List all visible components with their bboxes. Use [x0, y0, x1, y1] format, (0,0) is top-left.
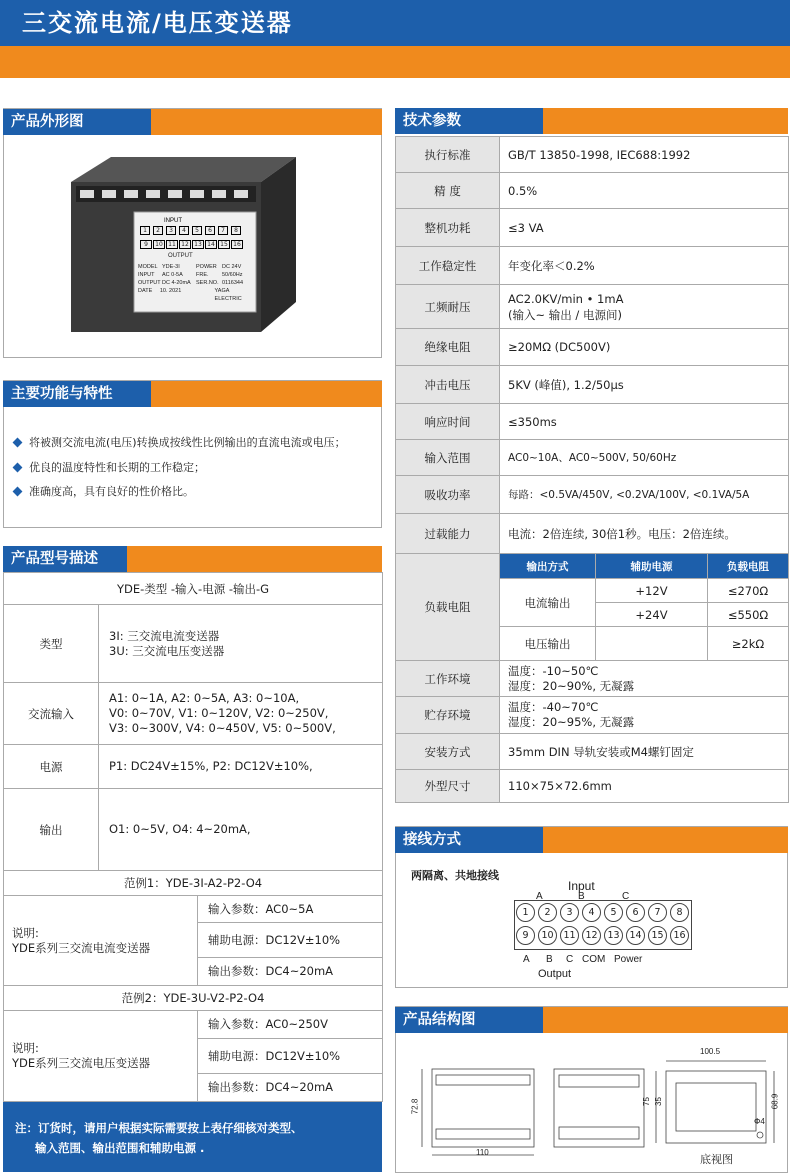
order-note	[3, 1102, 382, 1172]
spec-value: 5KV (峰值), 1.2/50μs	[500, 366, 789, 404]
order-note-line: 注：订货时，请用户根据实际需要按上表仔细核对类型、	[15, 1121, 303, 1135]
appearance-header	[3, 109, 382, 135]
photo-num: 10	[153, 240, 165, 249]
model-table	[3, 572, 383, 1102]
load-header: 输出方式	[500, 554, 596, 579]
dim-length-label: 110	[476, 1148, 489, 1157]
diamond-bullet-icon	[13, 462, 23, 472]
spec-value: 0.5%	[500, 173, 789, 209]
plate-text: DC 4-20mA	[162, 280, 191, 286]
features-header	[3, 381, 382, 407]
spec-value: 电流：2倍连续, 30倍1秒。电压：2倍连续。	[500, 514, 789, 554]
spec-value: 35mm DIN 导轨安装或M4螺钉固定	[500, 734, 789, 770]
spec-key: 工作稳定性	[396, 247, 500, 285]
spec-value	[500, 697, 789, 734]
model-line: P1: DC24V±15%, P2: DC12V±10%,	[99, 745, 383, 789]
dim-depth-label: 75	[641, 1097, 651, 1106]
terminal-2: 2	[538, 903, 557, 922]
wiring-input-label: Input	[568, 879, 595, 893]
wiring-header	[395, 827, 788, 853]
model-line: O1: 0~5V, O4: 4~20mA,	[99, 789, 383, 871]
spec-key: 冲击电压	[396, 366, 500, 404]
plate-text: YDE-3I	[162, 264, 180, 270]
model-line: A1: 0~1A, A2: 0~5A, A3: 0~10A,	[109, 691, 300, 705]
appearance-title: 产品外形图	[3, 109, 151, 135]
terminal-5: 5	[604, 903, 623, 922]
plate-text: DC 24V	[222, 264, 242, 270]
spec-key: 精 度	[396, 173, 500, 209]
load-mode: 电压输出	[500, 627, 596, 661]
photo-num: 11	[166, 240, 178, 249]
specs-table	[395, 136, 789, 803]
plate-text: OUTPUT	[138, 280, 161, 286]
specs-panel	[395, 108, 788, 808]
wiring-label-a: A	[536, 891, 543, 902]
photo-num: 13	[192, 240, 204, 249]
load-resistance: ≤550Ω	[708, 603, 789, 627]
feature-text: 将被测交流电流(电压)转换成按线性比例输出的直流电流或电压；	[29, 436, 346, 449]
example1-param: 输出参数：DC4~20mA	[198, 958, 383, 986]
terminal-3: 3	[560, 903, 579, 922]
photo-num: 14	[205, 240, 217, 249]
spec-key: 整机功耗	[396, 209, 500, 247]
terminal-9: 9	[516, 926, 535, 945]
photo-output-label: OUTPUT	[168, 253, 193, 259]
spec-key: 输入范围	[396, 440, 500, 476]
plate-text: 10. 2021	[159, 288, 182, 294]
terminal-11: 11	[560, 926, 579, 945]
plate-text: FRE.	[196, 272, 209, 278]
plate-text: 0116344	[222, 280, 244, 286]
wiring-out-b: B	[546, 954, 553, 965]
example2-title: 范例2：YDE-3U-V2-P2-O4	[4, 986, 383, 1011]
dim-hole-spacing-label: 68.9	[770, 1093, 780, 1110]
example2-param: 输入参数：AC0~250V	[198, 1011, 383, 1039]
photo-num: 1	[140, 226, 150, 235]
photo-num: 9	[140, 240, 152, 249]
plate-text: MODEL	[138, 264, 158, 270]
wiring-label-c: C	[622, 891, 630, 902]
feature-item	[14, 459, 205, 475]
plate-text: INPUT	[138, 272, 155, 278]
bottom-view-label: 底视图	[700, 1153, 733, 1166]
load-resistance: ≥2kΩ	[708, 627, 789, 661]
diamond-bullet-icon	[13, 437, 23, 447]
note-line: YDE系列三交流电压变送器	[12, 1056, 151, 1070]
wiring-label-b: B	[578, 891, 585, 902]
spec-key: 安装方式	[396, 734, 500, 770]
photo-num: 5	[192, 226, 202, 235]
terminal-7: 7	[648, 903, 667, 922]
example1-param: 输入参数：AC0~5A	[198, 896, 383, 923]
terminal-14: 14	[626, 926, 645, 945]
spec-line: AC2.0KV/min • 1mA	[508, 291, 624, 306]
wiring-subtitle: 两隔离、共地接线	[411, 869, 499, 882]
plate-text: AC 0-5A	[162, 272, 183, 278]
photo-num: 12	[179, 240, 191, 249]
structure-panel	[395, 1006, 788, 1173]
wiring-out-a: A	[523, 954, 530, 965]
plate-text: YAGA ELECTRIC	[214, 288, 242, 302]
order-note-line: 输入范围、输出范围和辅助电源 .	[35, 1141, 205, 1155]
model-format: YDE-类型 -输入-电源 -输出-G	[4, 573, 383, 605]
model-title: 产品型号描述	[3, 546, 127, 572]
spec-value: ≤3 VA	[500, 209, 789, 247]
terminal-4: 4	[582, 903, 601, 922]
photo-input-label: INPUT	[164, 218, 182, 224]
terminal-12: 12	[582, 926, 601, 945]
photo-bottom-numbers	[140, 240, 252, 249]
model-panel	[3, 546, 382, 1173]
wiring-power: Power	[614, 954, 643, 965]
wiring-out-c: C	[566, 954, 574, 965]
example2-param: 辅助电源：DC12V±10%	[198, 1039, 383, 1074]
plate-text: SER.NO.	[196, 280, 219, 286]
spec-value	[500, 285, 789, 329]
spec-line: 温度：-40~70℃	[508, 700, 599, 714]
spec-value	[500, 661, 789, 697]
feature-item	[14, 434, 346, 450]
spec-line: 温度：-10~50℃	[508, 663, 599, 678]
example1-note	[4, 896, 198, 986]
structure-drawing	[404, 1047, 782, 1167]
spec-value: 年变化率＜0.2%	[500, 247, 789, 285]
model-line: 3U: 三交流电压变送器	[109, 643, 225, 658]
photo-num: 7	[218, 226, 228, 235]
note-line: YDE系列三交流电流变送器	[12, 940, 151, 955]
wiring-output-label: Output	[538, 968, 572, 980]
terminal-15: 15	[648, 926, 667, 945]
plate-text	[191, 287, 215, 303]
feature-item	[14, 483, 194, 499]
dim-height-label: 72.8	[410, 1098, 420, 1115]
load-power	[596, 627, 708, 661]
specs-header	[395, 108, 788, 134]
load-resistance: ≤270Ω	[708, 579, 789, 603]
spec-line: 湿度：20~90%, 无凝露	[508, 678, 635, 693]
spec-key: 贮存环境	[396, 697, 500, 734]
spec-line: (输入~ 输出 / 电源间)	[508, 307, 622, 322]
model-header	[3, 546, 382, 572]
spec-line: 湿度：20~95%, 无凝露	[508, 715, 635, 729]
terminal-13: 13	[604, 926, 623, 945]
product-photo	[56, 152, 326, 337]
features-title: 主要功能与特性	[3, 381, 151, 407]
spec-value: ≤350ms	[500, 404, 789, 440]
wiring-panel	[395, 826, 788, 988]
structure-header	[395, 1007, 788, 1033]
photo-num: 4	[179, 226, 189, 235]
load-power: +12V	[596, 579, 708, 603]
load-mode: 电流输出	[500, 579, 596, 627]
example1-title: 范例1：YDE-3I-A2-P2-O4	[4, 871, 383, 896]
example2-note	[4, 1011, 198, 1102]
model-value	[99, 683, 383, 745]
photo-num: 8	[231, 226, 241, 235]
load-header: 辅助电源	[596, 554, 708, 579]
spec-value: AC0~10A、AC0~500V, 50/60Hz	[500, 440, 789, 476]
page-title: 三交流电流/电压变送器	[22, 9, 293, 37]
spec-key: 过载能力	[396, 514, 500, 554]
model-line: V3: 0~300V, V4: 0~450V, V5: 0~500V,	[109, 721, 336, 735]
orange-banner	[0, 46, 790, 78]
model-key: 类型	[4, 605, 99, 683]
model-key: 电源	[4, 745, 99, 789]
terminal-6: 6	[626, 903, 645, 922]
spec-value: GB/T 13850-1998, IEC688:1992	[500, 137, 789, 173]
note-line: 说明:	[12, 1041, 39, 1055]
photo-num: 16	[231, 240, 243, 249]
feature-text: 优良的温度特性和长期的工作稳定；	[29, 461, 205, 474]
photo-num: 2	[153, 226, 163, 235]
photo-nameplate	[138, 263, 254, 303]
example1-param: 辅助电源：DC12V±10%	[198, 923, 383, 958]
spec-value: 110×75×72.6mm	[500, 770, 789, 803]
wiring-title: 接线方式	[395, 827, 543, 853]
plate-text: DATE	[138, 288, 153, 294]
dim-width-label: 100.5	[700, 1047, 721, 1056]
spec-key: 绝缘电阻	[396, 329, 500, 366]
terminal-10: 10	[538, 926, 557, 945]
structure-title: 产品结构图	[395, 1007, 543, 1033]
wiring-com: COM	[582, 954, 606, 965]
model-key: 输出	[4, 789, 99, 871]
spec-value: ≥20MΩ (DC500V)	[500, 329, 789, 366]
dim-hole-label: Φ4	[754, 1117, 765, 1126]
load-header: 负载电阻	[708, 554, 789, 579]
plate-text: 50/60Hz	[222, 272, 243, 278]
spec-key: 响应时间	[396, 404, 500, 440]
photo-top-numbers	[140, 226, 252, 235]
plate-text: POWER	[196, 264, 217, 270]
specs-title: 技术参数	[395, 108, 543, 134]
model-line: 3I: 三交流电流变送器	[109, 628, 220, 643]
spec-key: 外型尺寸	[396, 770, 500, 803]
load-power: +24V	[596, 603, 708, 627]
terminal-8: 8	[670, 903, 689, 922]
model-value	[99, 605, 383, 683]
spec-key: 执行标准	[396, 137, 500, 173]
features-panel	[3, 380, 382, 528]
dim-rail-label: 35	[653, 1097, 663, 1106]
photo-num: 15	[218, 240, 230, 249]
appearance-panel	[3, 108, 382, 358]
example2-param: 输出参数：DC4~20mA	[198, 1074, 383, 1102]
photo-num: 6	[205, 226, 215, 235]
photo-num: 3	[166, 226, 176, 235]
spec-key: 工频耐压	[396, 285, 500, 329]
terminal-16: 16	[670, 926, 689, 945]
note-line: 说明:	[12, 925, 39, 940]
spec-key: 吸收功率	[396, 476, 500, 514]
model-key: 交流输入	[4, 683, 99, 745]
diamond-bullet-icon	[13, 486, 23, 496]
spec-value: 每路：<0.5VA/450V, <0.2VA/100V, <0.1VA/5A	[500, 476, 789, 514]
spec-key: 工作环境	[396, 661, 500, 697]
model-line: V0: 0~70V, V1: 0~120V, V2: 0~250V,	[109, 706, 329, 720]
terminal-1: 1	[516, 903, 535, 922]
spec-key: 负载电阻	[396, 554, 500, 661]
feature-text: 准确度高，具有良好的性价格比。	[29, 485, 194, 498]
